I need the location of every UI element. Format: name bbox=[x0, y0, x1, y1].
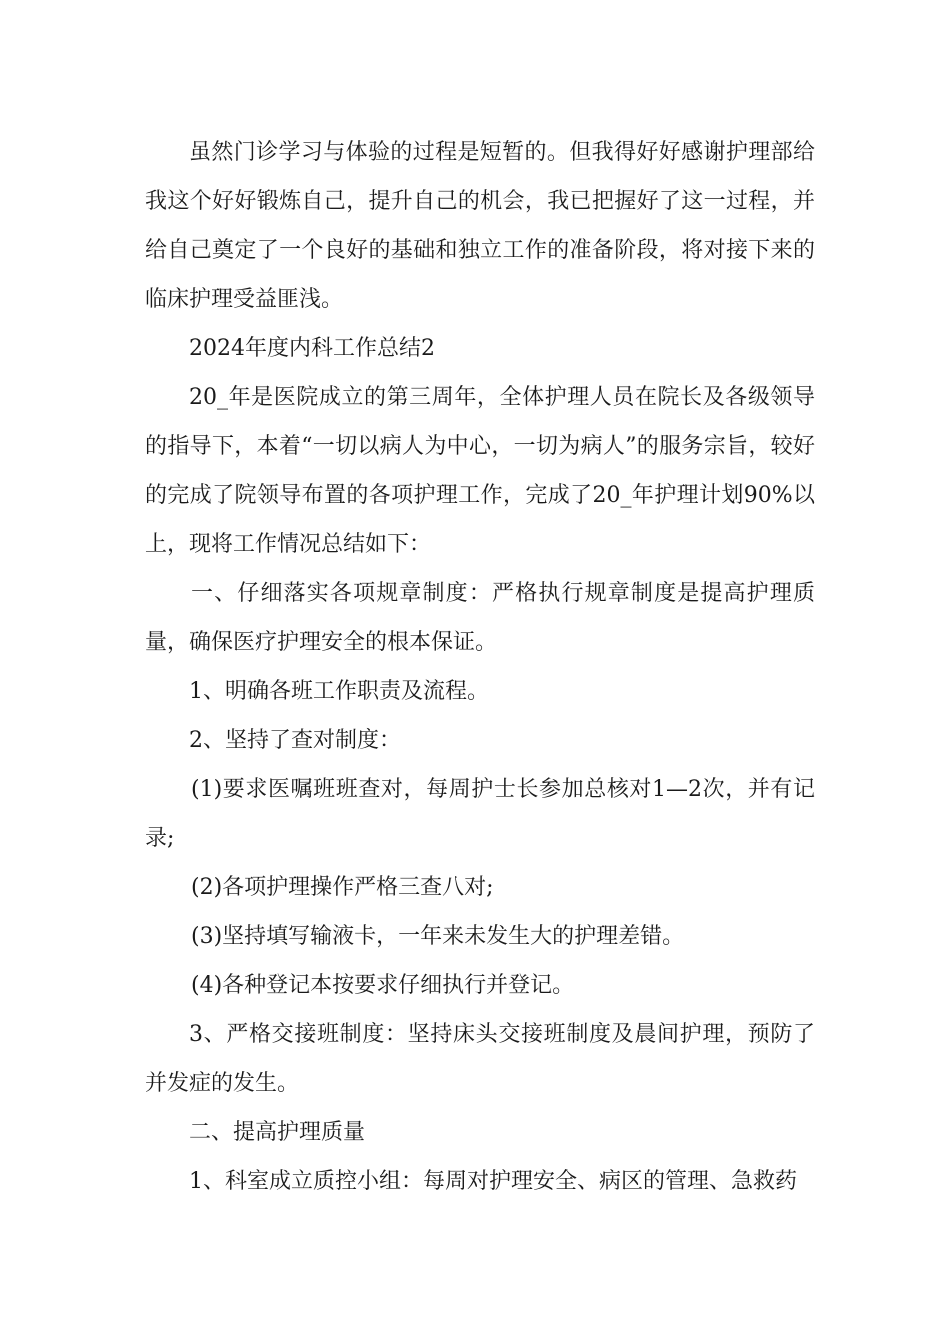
paragraph-item-2: 二、提高护理质量 bbox=[189, 1120, 366, 1145]
paragraph-item-1: 一、仔细落实各项规章制度：严格执行规章制度是提高护理质量，确保医疗护理安全的根本保证。 bbox=[145, 581, 815, 655]
paragraph-intro: 20_年是医院成立的第三周年，全体护理人员在院长及各级领导的指导下，本着“一切以病人为中心，一切为病人”的服务宗旨，较好的完成了院领导布置的各项护理工作，完成了20_年护理计划90%以上，现将工作情况总结如下： bbox=[145, 385, 815, 557]
section-heading: 2024年度内科工作总结2 bbox=[189, 336, 435, 361]
paragraph-point-3: (3)坚持填写输液卡，一年来未发生大的护理差错。 bbox=[191, 924, 685, 949]
paragraph-subitem-1: 1、明确各班工作职责及流程。 bbox=[189, 679, 489, 704]
paragraph-point-1: (1)要求医嘱班班查对，每周护士长参加总核对1—2次，并有记录; bbox=[145, 777, 815, 851]
paragraph-subitem-3: 3、严格交接班制度：坚持床头交接班制度及晨间护理，预防了并发症的发生。 bbox=[145, 1022, 815, 1096]
paragraph-point-4: (4)各种登记本按要求仔细执行并登记。 bbox=[191, 973, 575, 998]
paragraph-subitem-2: 2、坚持了查对制度： bbox=[189, 728, 401, 753]
paragraph-subitem-quality: 1、科室成立质控小组：每周对护理安全、病区的管理、急救药 bbox=[189, 1169, 797, 1194]
paragraph-point-2: (2)各项护理操作严格三查八对; bbox=[191, 875, 494, 900]
document-body bbox=[145, 128, 815, 1206]
paragraph-gratitude: 虽然门诊学习与体验的过程是短暂的。但我得好好感谢护理部给我这个好好锻炼自己，提升自己的机会，我已把握好了这一过程，并给自己奠定了一个良好的基础和独立工作的准备阶段，将对接下来的临床护理受益匪浅。 bbox=[145, 140, 815, 312]
